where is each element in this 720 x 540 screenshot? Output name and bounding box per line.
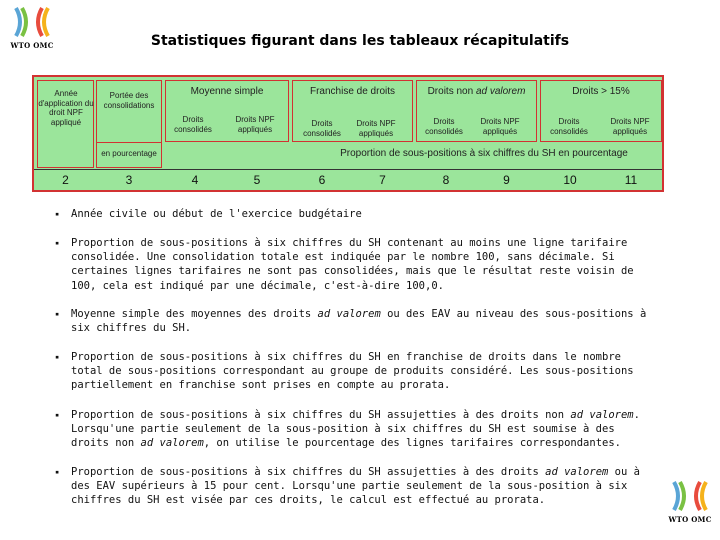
sub-appliques-non-adv: Droits NPF appliqués [480, 117, 520, 136]
sub-consolides-sup15: Droits consolidés [550, 117, 588, 136]
col-number: 9 [503, 173, 510, 187]
sub-appliques-sup15: Droits NPF appliqués [610, 117, 650, 136]
col-number: 6 [318, 173, 326, 187]
note-text: Proportion de sous-positions à six chiffres du SH contenant au moins une ligne tarifaire consolidée. Une consolidation totale est indiquée par le nombre 100, sans décimale. Si certaines lignes tarifaires ne sont pas consolidées, mais que le résultat reste voisin de 100, cela est indiqué par une décimale, c'est-à-dire 100,0. [71, 237, 634, 292]
sub-consolides-moyenne: Droits consolidés [174, 115, 212, 134]
bullet-icon: ▪ [55, 411, 60, 419]
header-annee: Année d'application du droit NPF appliqué [38, 89, 94, 127]
bullet-icon: ▪ [55, 353, 60, 361]
col-number: 2 [62, 173, 69, 187]
wto-emblem-icon [664, 478, 716, 514]
header-moyenne-simple: Moyenne simple [190, 86, 264, 97]
wto-logo-bottom [664, 478, 716, 524]
bullet-icon: ▪ [55, 310, 60, 318]
note-text: Proportion de sous-positions à six chiffres du SH assujetties à des droits non ad valorem. Lorsqu'une partie seulement de la sous-position à six chiffres du SH est soumise à des droits non ad valorem, on utilise le pourcentage des lignes tarifaires correspondantes. [71, 409, 640, 450]
label-proportion: Proportion de sous-positions à six chiffres du SH en pourcentage [340, 148, 628, 159]
col-number: 10 [563, 173, 577, 187]
sub-consolides-non-adv: Droits consolidés [425, 117, 463, 136]
header-franchise: Franchise de droits [309, 86, 396, 97]
col-number: 5 [253, 173, 261, 187]
bullet-icon: ▪ [55, 468, 60, 476]
col-number: 3 [125, 173, 133, 187]
summary-table-header [32, 75, 664, 192]
header-sup15: Droits > 15% [572, 86, 630, 97]
label-en-pourcentage: en pourcentage [101, 149, 157, 158]
bullet-icon: ▪ [55, 239, 60, 247]
logo-text: WTO OMC [668, 515, 712, 524]
col-number: 4 [191, 173, 199, 187]
sub-appliques-moyenne: Droits NPF appliqués [235, 115, 275, 134]
logo-text: WTO OMC [10, 41, 54, 50]
header-portee: Portée des consolidations [103, 91, 155, 110]
bullet-icon: ▪ [55, 210, 60, 218]
page-title: Statistiques figurant dans les tableaux récapitulatifs [150, 33, 570, 49]
note-text: Proportion de sous-positions à six chiffres du SH en franchise de droits dans le nombre total de sous-positions correspondant au groupe de produits considéré. Les sous-positions partiellement en franchise sont prises en compte au prorata. [71, 351, 634, 392]
sub-consolides-franchise: Droits consolidés [303, 119, 341, 138]
note-text: Année civile ou début de l'exercice budgétaire [71, 208, 362, 220]
header-non-ad-valorem: Droits non ad valorem [427, 86, 526, 97]
col-number: 11 [624, 173, 638, 187]
col-number: 7 [379, 173, 386, 187]
note-text: Proportion de sous-positions à six chiffres du SH assujetties à des droits ad valorem ou à des EAV supérieurs à 15 pour cent. Lorsqu'une partie seulement de la sous-position à six chiffres du SH est visée par ces droits, le calcul est effectué au prorata. [71, 466, 640, 507]
sub-appliques-franchise: Droits NPF appliqués [356, 119, 396, 138]
col-number: 8 [442, 173, 450, 187]
note-text: Moyenne simple des moyennes des droits ad valorem ou des EAV au niveau des sous-positions à six chiffres du SH. [71, 308, 647, 335]
